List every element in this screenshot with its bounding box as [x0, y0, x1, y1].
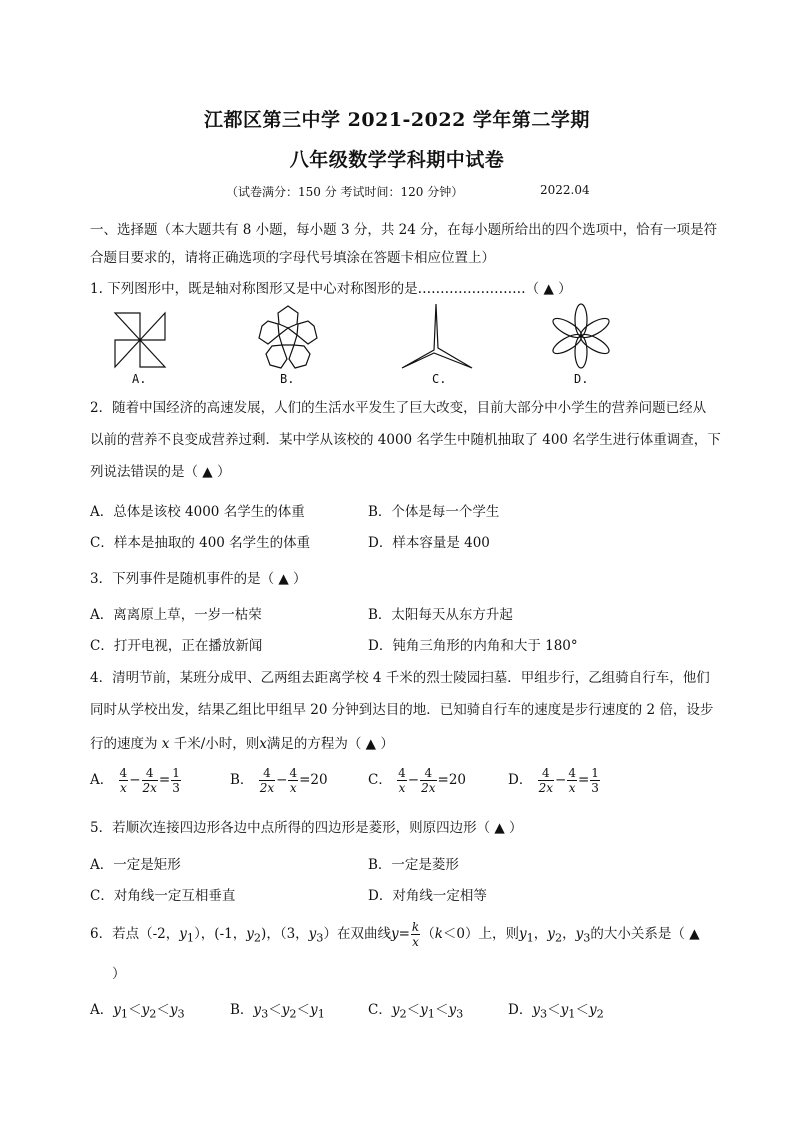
- q1-figure-c-triangle-star: [398, 300, 476, 374]
- q4-option-d: D． $\frac{4}{2x}$ − $\frac{4}{x}$ = $\frac{1}{3}$: [508, 766, 599, 795]
- outer-pentagon: [278, 306, 298, 328]
- q6-option-d: D．$y_3<y_1<y_2$: [508, 1002, 604, 1021]
- q2-line3: 列说法错误的是（ ▲ ）: [90, 464, 231, 480]
- q1-label-c: C.: [432, 372, 447, 386]
- flower-petal: [575, 304, 587, 336]
- pinwheel-blade: [115, 313, 140, 340]
- q2-option-d: D．样本容量是 400: [368, 535, 490, 551]
- exam-title: 江都区第三中学 2021-2022 学年第二学期: [204, 109, 590, 131]
- pinwheel-blade: [140, 340, 165, 367]
- q4-option-a: A． $\frac{4}{x}$ − $\frac{4}{2x}$ = $\frac{1}{3}$: [90, 766, 180, 795]
- q1-label-a: A.: [132, 372, 147, 386]
- q6-option-b: B．$y_3<y_2<y_1$: [230, 1002, 325, 1021]
- section1-line1: 一、选择题（本大题共有 8 小题，每小题 3 分，共 24 分，在每小题所给出的四个选项中，恰有一项是符: [90, 222, 718, 238]
- q4-line3: 行的速度为 x 千米/小时，则x满足的方程为（ ▲ ）: [90, 736, 394, 752]
- q2-option-b: B．个体是每一个学生: [368, 504, 500, 520]
- q4-line1: 4．清明节前，某班分成甲、乙两组去距离学校 4 千米的烈士陵园扫墓．甲组步行，乙组骑自行车，他们: [90, 670, 710, 686]
- q5-option-b: B．一定是菱形: [368, 857, 459, 873]
- q1-stem: 1. 下列图形中，既是轴对称图形又是中心对称图形的是……………………（ ▲ ）: [90, 281, 572, 297]
- pinwheel-blade: [115, 340, 140, 367]
- q3-option-a: A．离离原上草，一岁一枯荣: [90, 607, 262, 623]
- flower-petal: [575, 336, 587, 368]
- q5-stem: 5．若顺次连接四边形各边中点所得的四边形是菱形，则原四边形（ ▲ ）: [90, 820, 523, 836]
- q4-option-b: B． $\frac{4}{2x}$ − $\frac{4}{x}$ =20: [230, 766, 328, 795]
- q1-figure-d-flower: [545, 300, 617, 372]
- q1-label-b: B.: [280, 372, 295, 386]
- outer-pentagon: [266, 345, 287, 368]
- q2-option-c: C．样本是抽取的 400 名学生的体重: [90, 535, 311, 551]
- q6-option-a: A．$y_1<y_2<y_3$: [90, 1002, 185, 1021]
- three-point-star: [402, 304, 472, 368]
- q3-option-b: B．太阳每天从东方升起: [368, 607, 513, 623]
- q1-label-d: D.: [574, 372, 589, 386]
- q4-line2: 同时从学校出发，结果乙组比甲组早 20 分钟到达目的地．已知骑自行车的速度是步行速度的 2 倍，设步: [90, 702, 714, 718]
- q1-figure-b-pentagons: [252, 302, 324, 374]
- q1-figure-a-pinwheel: [110, 308, 170, 372]
- q2-line2: 以前的营养不良变成营养过剩．某中学从该校的 4000 名学生中随机抽取了 400 名学生进行体重调查，下: [90, 432, 721, 448]
- section1-line2: 合题目要求的，请将正确选项的字母代号填涂在答题卡相应位置上）: [90, 250, 495, 266]
- outer-pentagon: [289, 345, 310, 368]
- q3-option-d: D．钝角三角形的内角和大于 180°: [368, 638, 578, 654]
- q5-option-c: C．对角线一定互相垂直: [90, 888, 236, 904]
- outer-pentagon: [297, 321, 317, 344]
- outer-pentagon: [259, 321, 279, 344]
- exam-date: 2022.04: [540, 183, 590, 197]
- q6-stem: 6．若点（-2，$y_1$），(-1，$y_2$)，（3，$y_3$）在双曲线y= $\frac{k}{x}$ （k＜0）上，则$y_1$，$y_2$，$y_3$的大小关系是（ ▲: [90, 920, 700, 949]
- q5-option-a: A．一定是矩形: [90, 857, 181, 873]
- pinwheel-blade: [140, 313, 165, 340]
- q5-option-d: D．对角线一定相等: [368, 888, 487, 904]
- q6-stem-close: ）: [112, 966, 126, 982]
- center-pentagon: [279, 328, 297, 345]
- q4-option-c: C． $\frac{4}{x}$ − $\frac{4}{2x}$ =20: [368, 766, 466, 795]
- exam-subtitle: 八年级数学学科期中试卷: [289, 149, 505, 171]
- q6-option-c: C．$y_2<y_1<y_3$: [368, 1002, 464, 1021]
- q2-option-a: A．总体是该校 4000 名学生的体重: [90, 504, 305, 520]
- q3-stem: 3．下列事件是随机事件的是（ ▲ ）: [90, 571, 307, 587]
- q2-line1: 2．随着中国经济的高速发展，人们的生活水平发生了巨大改变，目前大部分中小学生的营养问题已经从: [90, 400, 707, 416]
- exam-info: （试卷满分：150 分 考试时间：120 分钟）: [226, 185, 464, 199]
- q3-option-c: C．打开电视，正在播放新闻: [90, 638, 263, 654]
